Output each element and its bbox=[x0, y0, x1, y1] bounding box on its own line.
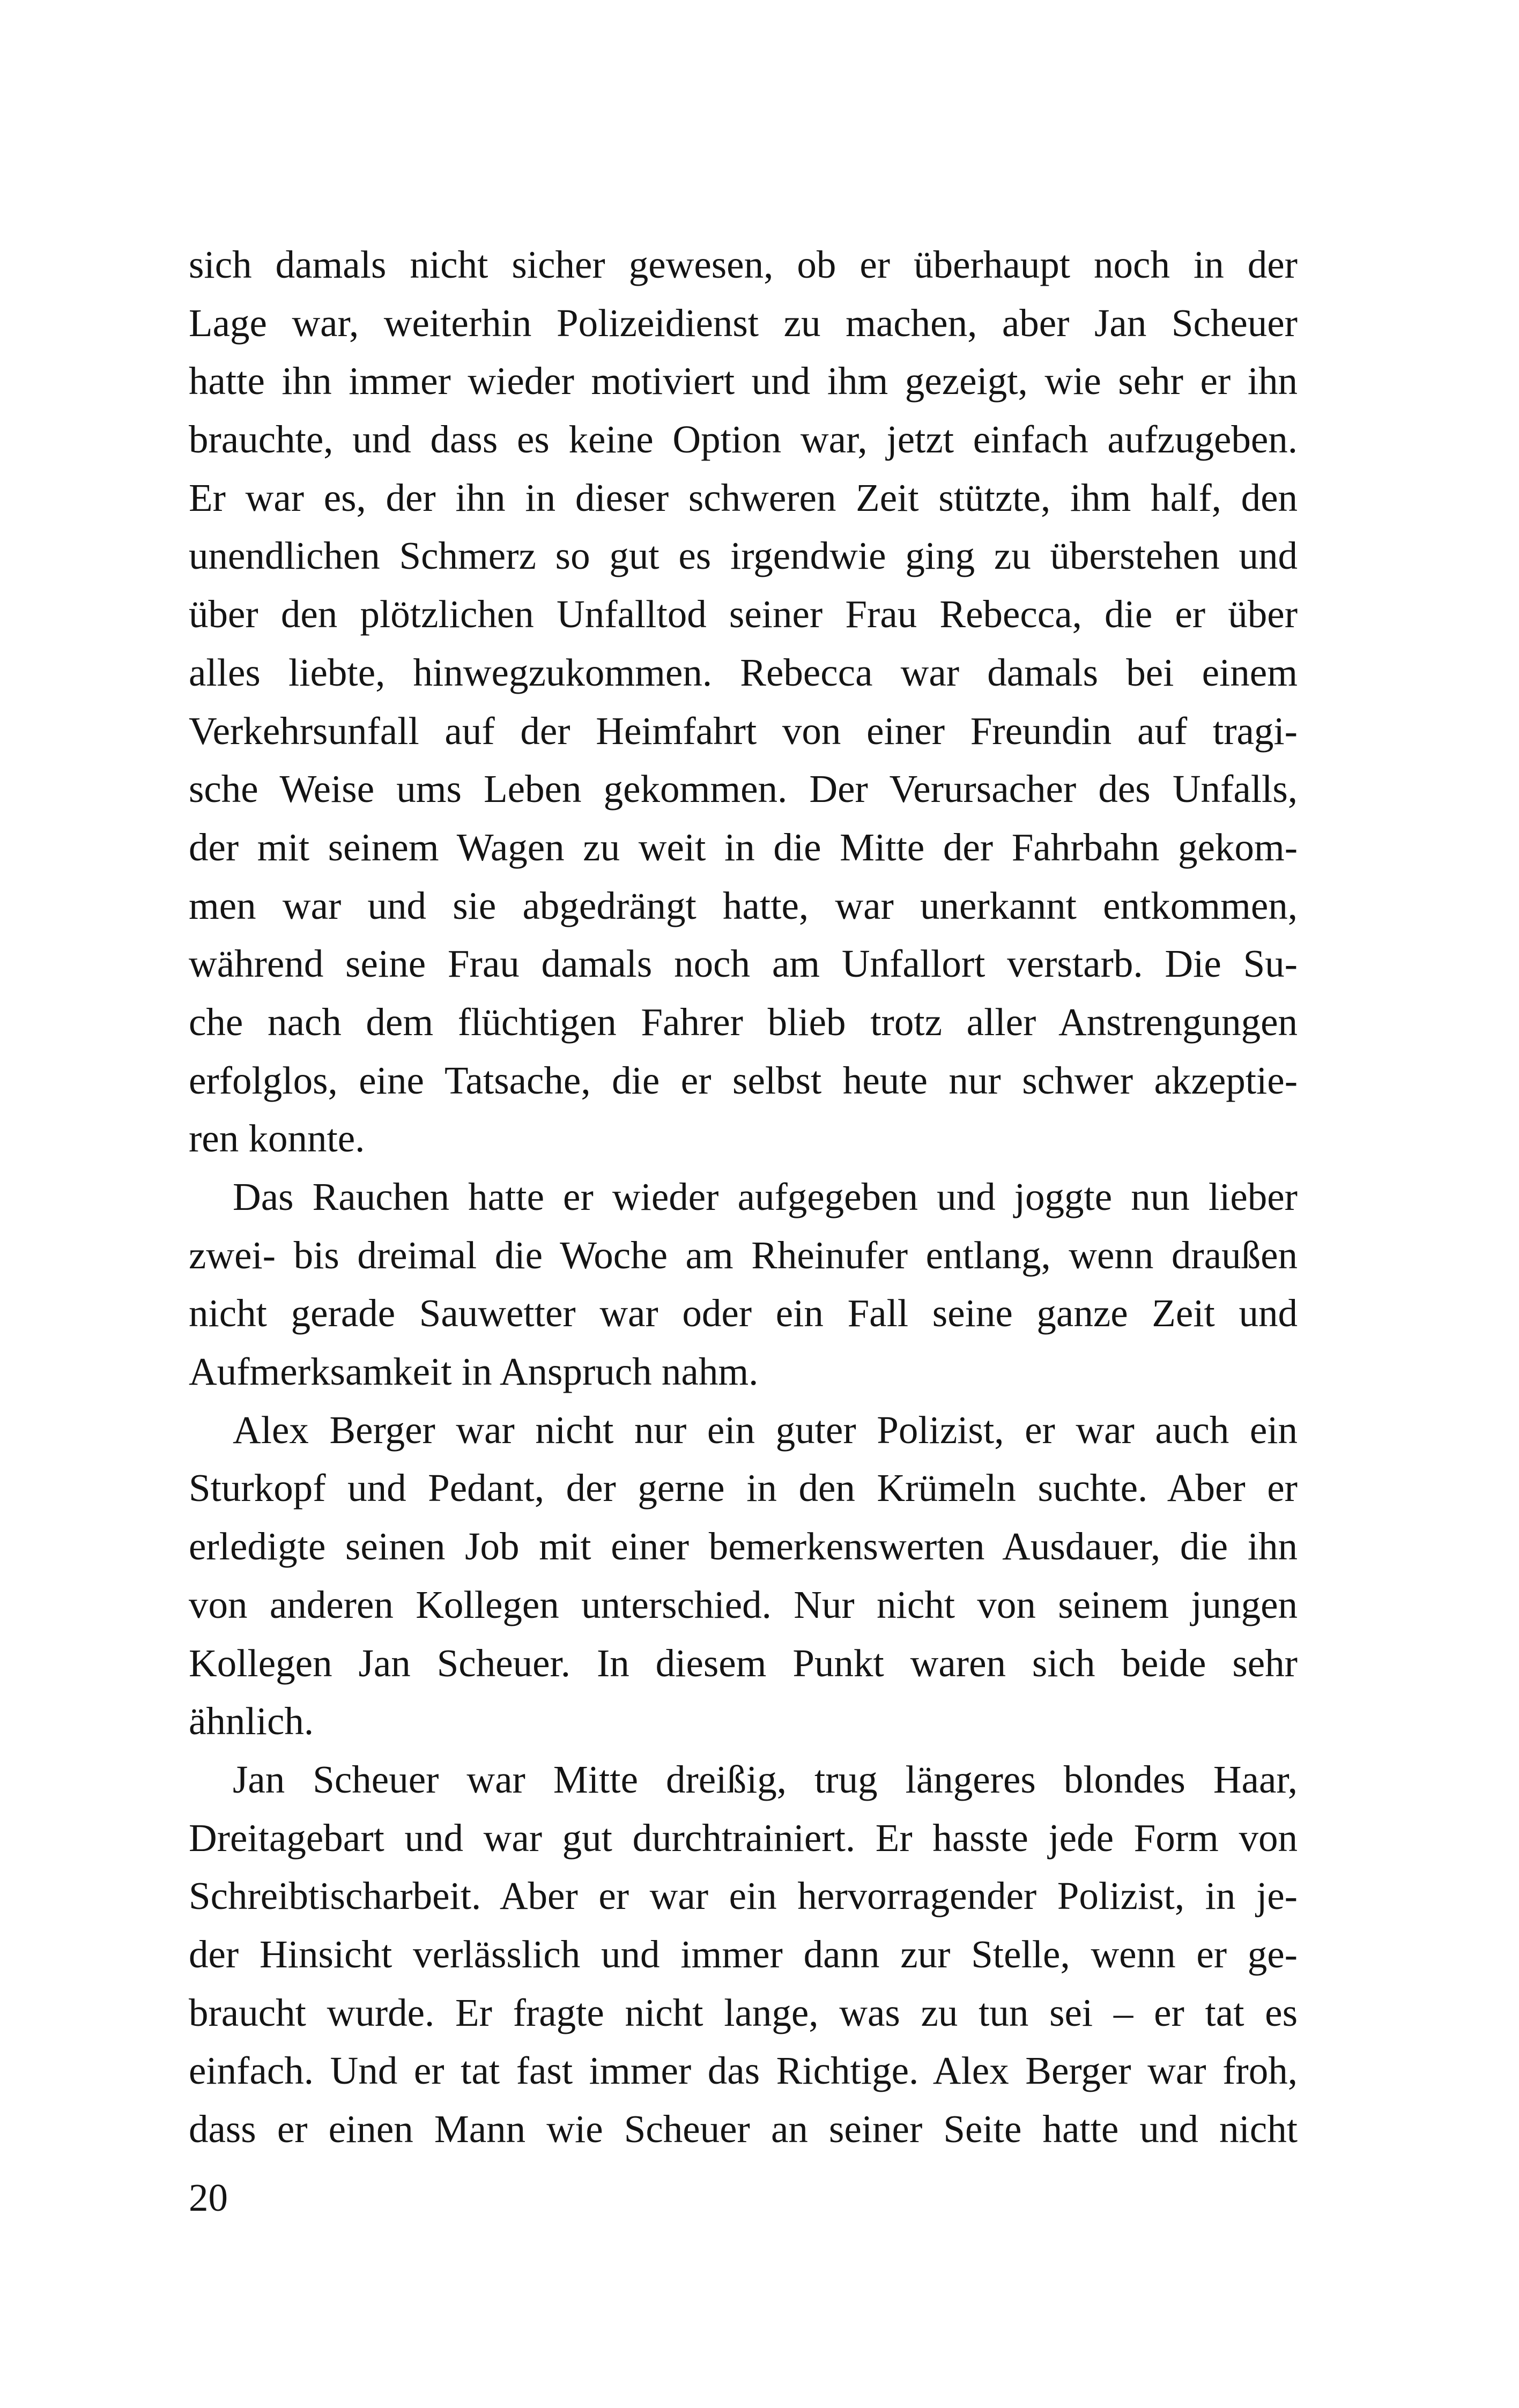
paragraph bbox=[189, 236, 1298, 1168]
text-line: brauchte, und dass es keine Option war, jetzt einfach aufzugeben. bbox=[189, 418, 1298, 462]
text-line: sich damals nicht sicher gewesen, ob er überhaupt noch in der bbox=[189, 243, 1298, 286]
text-line: ren konnte. bbox=[189, 1117, 365, 1161]
text-line: Dreitagebart und war gut durchtrainiert. Er hasste jede Form von bbox=[189, 1816, 1298, 1860]
page-number: 20 bbox=[189, 2176, 228, 2219]
text-line: alles liebte, hinwegzukommen. Rebecca war damals bei einem bbox=[189, 650, 1298, 694]
text-line: von anderen Kollegen unterschied. Nur nicht von seinem jungen bbox=[189, 1582, 1298, 1626]
text-line: Verkehrsunfall auf der Heimfahrt von einer Freundin auf tragi- bbox=[189, 709, 1298, 753]
text-line: che nach dem flüchtigen Fahrer blieb trotz aller Anstrengungen bbox=[189, 1000, 1298, 1044]
paragraph bbox=[189, 1751, 1298, 2159]
text-line: erfolglos, eine Tatsache, die er selbst heute nur schwer akzeptie- bbox=[189, 1058, 1298, 1102]
text-line: Das Rauchen hatte er wieder aufgegeben und joggte nun lieber bbox=[233, 1175, 1298, 1218]
text-line: der mit seinem Wagen zu weit in die Mitte der Fahrbahn gekom- bbox=[189, 825, 1298, 869]
text-line: dass er einen Mann wie Scheuer an seiner Seite hatte und nicht bbox=[189, 2107, 1298, 2151]
text-line: nicht gerade Sauwetter war oder ein Fall seine ganze Zeit und bbox=[189, 1291, 1298, 1335]
paragraph bbox=[189, 1401, 1298, 1751]
body-text bbox=[189, 236, 1298, 2159]
text-line: erledigte seinen Job mit einer bemerkenswerten Ausdauer, die ihn bbox=[189, 1525, 1298, 1569]
text-line: während seine Frau damals noch am Unfallort verstarb. Die Su- bbox=[189, 942, 1298, 986]
text-line: Jan Scheuer war Mitte dreißig, trug längeres blondes Haar, bbox=[233, 1757, 1298, 1801]
text-line: Er war es, der ihn in dieser schweren Zeit stützte, ihm half, den bbox=[189, 475, 1298, 519]
text-line: sche Weise ums Leben gekommen. Der Verursacher des Unfalls, bbox=[189, 767, 1298, 811]
text-line: ähnlich. bbox=[189, 1699, 314, 1743]
text-line: hatte ihn immer wieder motiviert und ihm gezeigt, wie sehr er ihn bbox=[189, 359, 1298, 403]
text-line: unendlichen Schmerz so gut es irgendwie ging zu überstehen und bbox=[189, 534, 1298, 578]
text-line: Aufmerksamkeit in Anspruch nahm. bbox=[189, 1350, 759, 1394]
paragraph bbox=[189, 1168, 1298, 1401]
text-line: men war und sie abgedrängt hatte, war unerkannt entkommen, bbox=[189, 883, 1298, 927]
text-line: Sturkopf und Pedant, der gerne in den Krümeln suchte. Aber er bbox=[189, 1466, 1298, 1510]
text-line: der Hinsicht verlässlich und immer dann zur Stelle, wenn er ge- bbox=[189, 1932, 1298, 1976]
text-line: über den plötzlichen Unfalltod seiner Frau Rebecca, die er über bbox=[189, 592, 1298, 636]
text-line: Lage war, weiterhin Polizeidienst zu machen, aber Jan Scheuer bbox=[189, 301, 1298, 345]
text-line: einfach. Und er tat fast immer das Richtige. Alex Berger war froh, bbox=[189, 2049, 1298, 2093]
text-line: zwei- bis dreimal die Woche am Rheinufer entlang, wenn draußen bbox=[189, 1233, 1298, 1277]
text-line: Alex Berger war nicht nur ein guter Polizist, er war auch ein bbox=[233, 1408, 1298, 1452]
text-line: Schreibtischarbeit. Aber er war ein hervorragender Polizist, in je- bbox=[189, 1874, 1298, 1918]
text-line: braucht wurde. Er fragte nicht lange, was zu tun sei – er tat es bbox=[189, 1990, 1298, 2034]
text-line: Kollegen Jan Scheuer. In diesem Punkt waren sich beide sehr bbox=[189, 1641, 1298, 1685]
